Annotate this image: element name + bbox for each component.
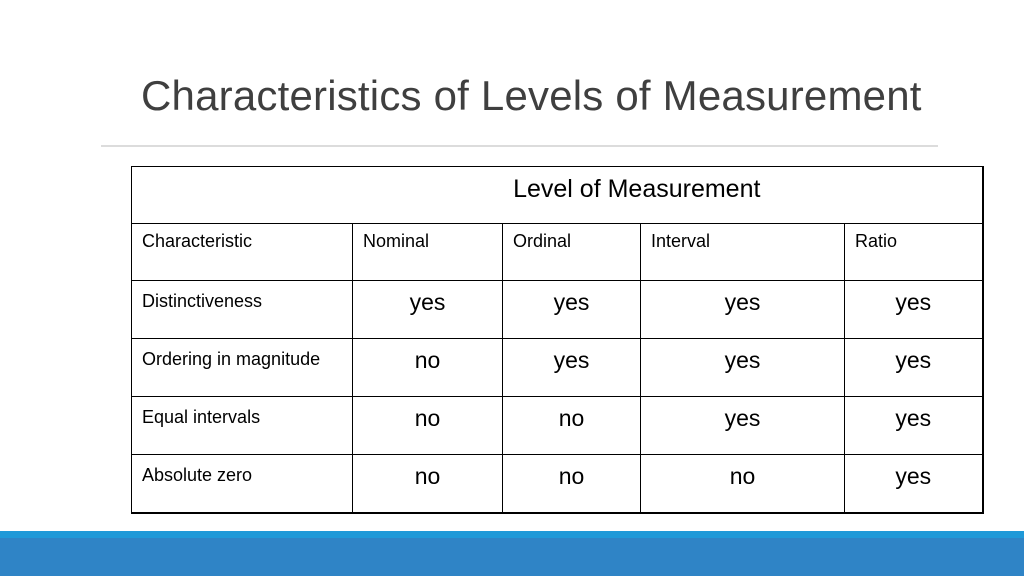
cell-value: yes xyxy=(641,339,845,397)
row-label: Absolute zero xyxy=(132,455,353,513)
slide-title: Characteristics of Levels of Measurement xyxy=(141,72,922,119)
cell-value: yes xyxy=(845,397,983,455)
group-header-label: Level of Measurement xyxy=(513,175,761,203)
row-label: Equal intervals xyxy=(132,397,353,455)
table-header-row xyxy=(132,224,983,281)
cell-value: yes xyxy=(845,281,983,339)
footer-band xyxy=(0,531,1024,576)
cell-value: no xyxy=(353,455,503,513)
measurement-table xyxy=(131,166,984,514)
column-header-ratio: Ratio xyxy=(845,224,983,281)
group-header-cell xyxy=(132,167,983,224)
cell-value: yes xyxy=(353,281,503,339)
column-header-characteristic: Characteristic xyxy=(132,224,353,281)
table-row xyxy=(132,397,983,455)
cell-value: yes xyxy=(641,397,845,455)
cell-value: no xyxy=(503,397,641,455)
table-row xyxy=(132,281,983,339)
cell-value: yes xyxy=(503,281,641,339)
column-header-nominal: Nominal xyxy=(353,224,503,281)
cell-value: yes xyxy=(845,455,983,513)
table-group-header-row xyxy=(132,167,983,224)
column-header-interval: Interval xyxy=(641,224,845,281)
footer-stripe xyxy=(0,531,1024,538)
cell-value: yes xyxy=(845,339,983,397)
row-label: Distinctiveness xyxy=(132,281,353,339)
table-row xyxy=(132,339,983,397)
cell-value: yes xyxy=(641,281,845,339)
column-header-ordinal: Ordinal xyxy=(503,224,641,281)
cell-value: no xyxy=(353,339,503,397)
cell-value: no xyxy=(503,455,641,513)
cell-value: yes xyxy=(503,339,641,397)
table-row xyxy=(132,455,983,513)
cell-value: no xyxy=(641,455,845,513)
title-divider xyxy=(101,145,938,147)
row-label: Ordering in magnitude xyxy=(132,339,353,397)
cell-value: no xyxy=(353,397,503,455)
